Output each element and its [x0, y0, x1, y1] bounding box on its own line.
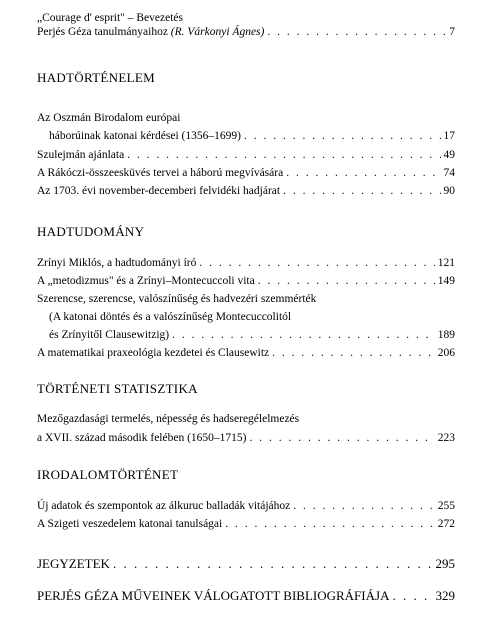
page-number: 7 [449, 26, 455, 38]
toc-entry-line1: Mezőgazdasági termelés, népesség és hadseregélelmezés [37, 413, 300, 425]
page-number: 149 [437, 275, 455, 287]
toc-entry-line2: (A katonai döntés és a valószínűség Montecuccolitól [49, 311, 292, 323]
leader-dots [392, 588, 432, 604]
leader-dots [199, 256, 434, 270]
leader-dots [113, 556, 433, 572]
leader-dots [293, 499, 435, 513]
toc-entry: A Szigeti veszedelem katonai tanulságai . . . 272 [37, 517, 455, 531]
toc-entry-author: (R. Várkonyi Ágnes) [170, 26, 265, 38]
toc-entry: Az 1703. évi november-decemberi felvidéki hadjárat . . . 90 [37, 184, 455, 198]
page-number: 255 [437, 500, 455, 512]
toc-entry: és Zrínyitől Clausewitzig) . . . 189 [49, 328, 455, 342]
leader-dots [286, 166, 440, 180]
page-number: 329 [435, 588, 455, 603]
page-number: 74 [443, 167, 455, 179]
toc-entry-jegyzetek: JEGYZETEK . . . 295 [37, 556, 455, 572]
page-number: 49 [443, 149, 455, 161]
leader-dots [172, 328, 435, 342]
page-number: 295 [435, 556, 455, 571]
leader-dots [272, 346, 435, 360]
leader-dots [127, 148, 440, 162]
page-number: 272 [437, 518, 455, 530]
toc-entry-line1: Szerencse, szerencse, valószínűség és hadvezéri szemmérték [37, 293, 317, 305]
page-number: 223 [437, 432, 455, 444]
toc-entry: Szulejmán ajánlata . . . 49 [37, 148, 455, 162]
page-number: 121 [437, 257, 455, 269]
toc-entry: A „metodizmus" és a Zrínyi–Montecuccoli vita . . . 149 [37, 274, 455, 288]
toc-entry: Zrínyi Miklós, a hadtudományi író . . . 121 [37, 256, 455, 270]
toc-entry: háborúinak katonai kérdései (1356–1699) . . . 17 [49, 129, 455, 143]
section-heading-irodalomtortenet: IRODALOMTÖRTÉNET [37, 467, 179, 482]
leader-dots [249, 431, 434, 445]
leader-dots [244, 129, 441, 143]
toc-entry-line1: Az Oszmán Birodalom európai [37, 112, 181, 124]
toc-entry-title: Perjés Géza tanulmányaihoz [37, 26, 171, 38]
leader-dots [283, 184, 440, 198]
toc-entry-intro-line1: „Courage d' esprit" – Bevezetés [37, 12, 183, 24]
toc-entry: A matematikai praxeológia kezdetei és Clausewitz . . . 206 [37, 346, 455, 360]
toc-entry: Új adatok és szempontok az álkuruc balladák vitájához . . . 255 [37, 499, 455, 513]
leader-dots [258, 274, 435, 288]
leader-dots [225, 517, 435, 531]
toc-entry-intro [37, 25, 455, 39]
section-heading-torteneti-statisztika: TÖRTÉNETI STATISZTIKA [37, 381, 198, 396]
page-number: 17 [443, 130, 455, 142]
section-heading-hadtortenelem: HADTÖRTÉNELEM [37, 70, 155, 85]
page-number: 206 [437, 347, 455, 359]
leader-dots [267, 25, 446, 39]
toc-entry: A Rákóczi-összeesküvés tervei a háború megvívására . . . 74 [37, 166, 455, 180]
section-heading-hadtudomany: HADTUDOMÁNY [37, 224, 145, 239]
page-number: 189 [437, 329, 455, 341]
toc-entry: a XVII. század második felében (1650–1715) . . . 223 [37, 431, 455, 445]
page-number: 90 [443, 185, 455, 197]
toc-entry-bibliografia: PERJÉS GÉZA MŰVEINEK VÁLOGATOTT BIBLIOGRÁFIÁJA . . . 329 [37, 588, 455, 604]
